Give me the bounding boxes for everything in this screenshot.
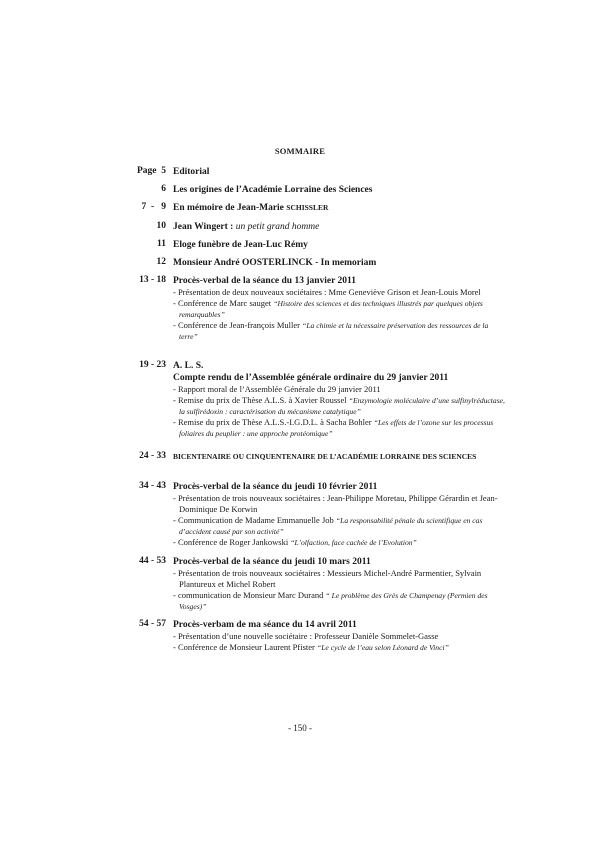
entry-title: Procès-verbal de la séance du jeudi 10 mars 2011 — [173, 557, 371, 567]
page-number: 6 — [161, 184, 166, 194]
subitem: - Présentation de deux nouveaux sociétaires : Mme Geneviève Grison et Jean-Louis Morel — [173, 287, 481, 297]
subitem: - Présentation de trois nouveaux sociétaires : Messieurs Michel-André Parmentier, Sylvain Plantureux et Michel Robert — [173, 568, 482, 589]
entry-title: Jean Wingert : un petit grand homme — [173, 222, 320, 232]
page-number: 13 - 18 — [139, 275, 166, 285]
subitem: - Conférence de Marc sauget “Histoire des sciences et des techniques illustrés par quelques objets remarquables” — [173, 298, 483, 319]
page-number: Page 5 — [136, 166, 166, 176]
page-number: 54 - 57 — [139, 619, 166, 629]
page-footer-number: - 150 - — [288, 723, 312, 733]
entry-subitems — [173, 493, 508, 548]
subitem: - Remise du prix de Thèse A.L.S. à Xavier Roussel “Enzymologie moléculaire d’une sulfinylréductase, la sulfirédoxin : caractérisation du mécanisme catalytique” — [173, 395, 505, 416]
entry-title: Les origines de l’Académie Lorraine des Sciences — [173, 185, 373, 195]
page-number: 44 - 53 — [139, 556, 166, 566]
entry-title: Eloge funèbre de Jean-Luc Rémy — [173, 240, 308, 250]
entry-title: Procès-verbal de la séance du jeudi 10 février 2011 — [173, 482, 378, 492]
subitem: - communication de Monsieur Marc Durand “ Le problème des Grès de Champenay (Permien des Vosges)” — [173, 590, 488, 611]
subitem: - Conférence de Roger Jankowski “L’olfaction, face cachée de l’Evolution” — [173, 537, 417, 547]
subitem: - Conférence de Monsieur Laurent Pfister “Le cycle de l’eau selon Léonard de Vinci” — [173, 642, 449, 652]
entry-subitems — [173, 287, 508, 342]
subitem: - Communication de Madame Emmanuelle Job “La responsabilité pénale du scientifique en cas d’accident causé par son activité” — [173, 515, 483, 536]
entry-title: En mémoire de Jean-Marie SCHISSLER — [173, 203, 329, 213]
entry-title: Monsieur André OOSTERLINCK - In memoriam — [173, 258, 377, 268]
subitem: - Rapport moral de l’Assemblée Générale du 29 janvier 2011 — [173, 384, 381, 394]
subitem: - Présentation de trois nouveaux sociétaires : Jean-Philippe Moretau, Philippe Gérardin et Jean-Dominique De Korwin — [173, 493, 498, 514]
subitem: - Présentation d’une nouvelle sociétaire : Professeur Danièle Sommelet-Gasse — [173, 631, 439, 641]
page-number: 19 - 23 — [139, 360, 166, 370]
page-number: 11 — [157, 239, 166, 249]
page-number: 24 - 33 — [139, 451, 166, 461]
entry-title: A. L. S. Compte rendu de l’Assemblée générale ordinaire du 29 janvier 2011 — [173, 361, 449, 383]
entry-subitems — [173, 568, 508, 612]
subitem: - Remise du prix de Thèse A.L.S.-I.G.D.L. à Sacha Bohler “Les effets de l’ozone sur les processus foliaires du peuplier : une approche protéomique” — [173, 417, 494, 438]
entry-subitems — [173, 384, 508, 439]
entry-title: Procès-verbal de la séance du 13 janvier 2011 — [173, 276, 357, 286]
page-title: SOMMAIRE — [274, 146, 326, 156]
entry-title: Procès-verbam de ma séance du 14 avril 2011 — [173, 620, 357, 630]
page-number: 10 — [156, 221, 166, 231]
page-number: 7 - 9 — [141, 202, 166, 212]
entry-title: Editorial — [173, 167, 210, 177]
page-number: 34 - 43 — [139, 481, 166, 491]
page-number: 12 — [156, 257, 166, 267]
subitem: - Conférence de Jean-françois Muller “La chimie et la nécessaire préservation des ressources de la terre” — [173, 320, 489, 341]
entry-title: BICENTENAIRE OU CINQUENTENAIRE DE L’ACADÉMIE LORRAINE DES SCIENCES — [173, 452, 477, 461]
entry-subitems — [173, 631, 508, 653]
